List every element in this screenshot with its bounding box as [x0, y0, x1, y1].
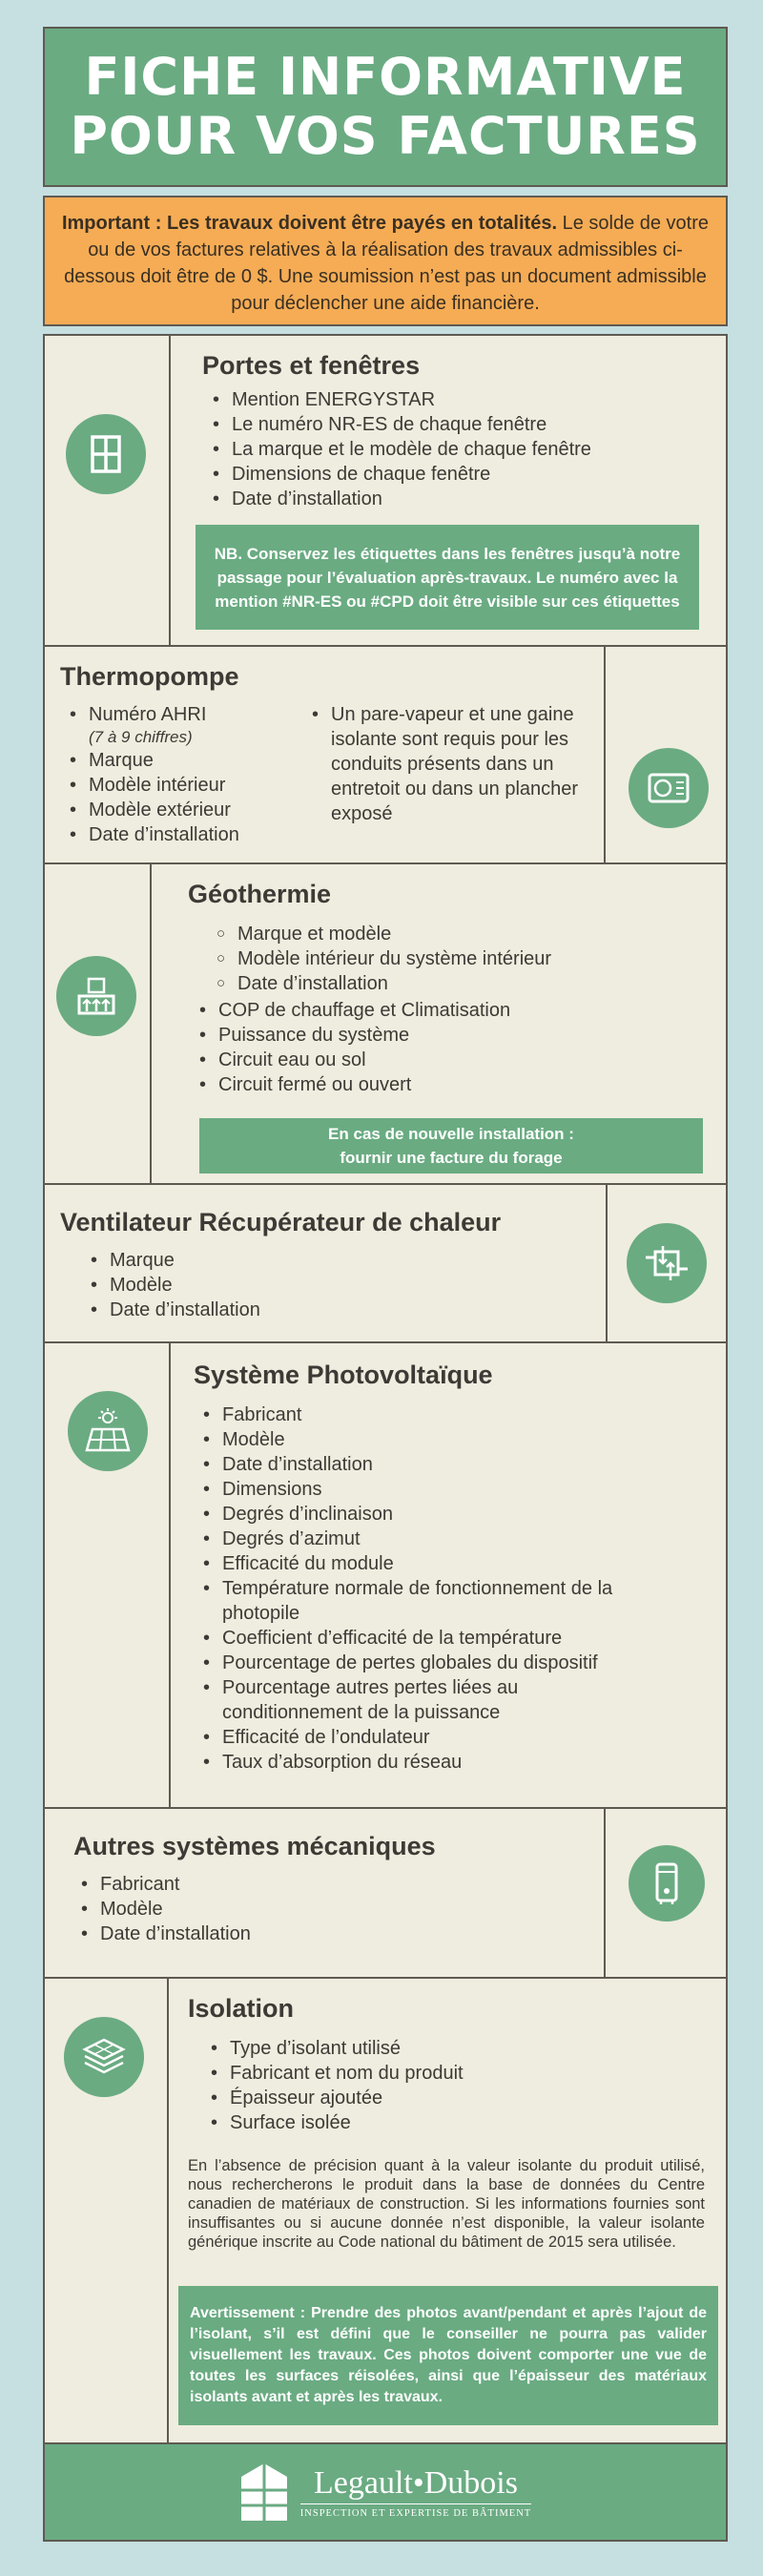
solar-panel-icon — [68, 1391, 148, 1471]
section-title: Autres systèmes mécaniques — [73, 1832, 436, 1860]
list-item: • Dimensions — [199, 1477, 638, 1502]
list-item: • Date d’installation — [77, 1922, 251, 1946]
house-logo-icon — [239, 2462, 289, 2523]
list-item: • Date d’installation — [66, 822, 304, 847]
important-bold: Important : Les travaux doivent être payés en totalités. — [61, 213, 558, 234]
list-item: • Épaisseur ajoutée — [207, 2086, 464, 2110]
section-isolation — [43, 1977, 728, 2444]
list-item: • Dimensions de chaque fenêtre — [209, 462, 591, 487]
page-title-line2: POUR VOS FACTURES — [70, 106, 701, 166]
section-thermopompe — [43, 645, 728, 864]
section-ventilateur — [43, 1183, 728, 1343]
list-item: • Type d’isolant utilisé — [207, 2036, 464, 2061]
window-icon — [66, 414, 146, 494]
list-item: • Fabricant — [199, 1402, 638, 1427]
list-item: • Date d’installation — [199, 1452, 638, 1477]
brand-logo — [239, 2462, 531, 2523]
insulation-layers-icon — [64, 2017, 144, 2097]
list-item: • Taux d’absorption du réseau — [199, 1750, 638, 1775]
section-portes-fenetres — [43, 334, 728, 647]
section-title: Ventilateur Récupérateur de chaleur — [60, 1208, 502, 1236]
section-photovoltaique — [43, 1341, 728, 1809]
heat-pump-icon — [629, 748, 709, 828]
list-item: • Degrés d’inclinaison — [199, 1502, 638, 1527]
list-item: • Fabricant et nom du produit — [207, 2061, 464, 2086]
important-text: Le solde de votre ou de vos factures relatives à la réalisation des travaux admissibles ci-dessous doit être de 0 $. Une soumission n’est pas un document admissible pour déclencher une aide financière. — [64, 213, 710, 314]
list-item: • Puissance du système — [196, 1023, 510, 1048]
list-item: • Fabricant — [77, 1872, 251, 1897]
sub-list-item: ○ Modèle intérieur du système intérieur — [215, 946, 551, 971]
sub-list-item: ○ Marque et modèle — [215, 922, 551, 946]
section-title: Isolation — [188, 1994, 295, 2023]
list-item: • Modèle intérieur — [66, 773, 304, 798]
section-title: Portes et fenêtres — [202, 351, 421, 380]
list-item: • Marque — [66, 748, 304, 773]
list-item: • Degrés d’azimut — [199, 1527, 638, 1551]
geothermie-note-line2: fournir une facture du forage — [340, 1149, 563, 1167]
air-exchanger-icon — [627, 1223, 707, 1303]
list-item: • Coefficient d’efficacité de la température — [199, 1626, 638, 1651]
isolation-paragraph: En l’absence de précision quant à la valeur isolante du produit utilisé, nous rechercherons le produit dans la base de données du Centre canadien de matériaux de construction. Si les informations fournies sont insuffisantes ou si aucune donnée n’est disponible, la valeur isolante générique inscrite au Code national du bâtiment de 2015 sera utilisée. — [188, 2157, 705, 2251]
section-geothermie — [43, 862, 728, 1185]
brand-name: Legault•Dubois — [314, 2465, 518, 2501]
list-item: • COP de chauffage et Climatisation — [196, 998, 510, 1023]
list-item: • Date d’installation — [209, 487, 591, 511]
list-item: • Un pare-vapeur et une gaine isolante sont requis pour les conduits présents dans un entretoit ou dans un plancher exposé — [308, 702, 594, 826]
header-banner — [43, 27, 728, 187]
list-item: • Surface isolée — [207, 2110, 464, 2135]
list-item: • Température normale de fonctionnement de la photopile — [199, 1576, 638, 1626]
section-title: Géothermie — [188, 880, 332, 908]
list-item: • Date d’installation — [87, 1298, 260, 1322]
list-item: • Pourcentage autres pertes liées au conditionnement de la puissance — [199, 1675, 638, 1725]
list-item: • Modèle — [199, 1427, 638, 1452]
list-item: • Modèle — [87, 1273, 260, 1298]
list-item: • Modèle extérieur — [66, 798, 304, 822]
list-item: • Pourcentage de pertes globales du dispositif — [199, 1651, 638, 1675]
list-item: • Le numéro NR-ES de chaque fenêtre — [209, 412, 591, 437]
sub-list-item: ○ Date d’installation — [215, 971, 551, 996]
section-autres-systemes — [43, 1807, 728, 1979]
isolation-warning: Avertissement : Prendre des photos avant/pendant et après l’ajout de l’isolant, s’il est défini que le conseiller ne pourra pas valider visuellement les travaux. Ces photos doivent comporter une vue de toutes les surfaces réisolées, ainsi que l’épaisseur des matériaux isolants avant et après les travaux. — [178, 2286, 718, 2425]
list-item: • Mention ENERGYSTAR — [209, 387, 591, 412]
page-title-line1: FICHE INFORMATIVE — [84, 47, 687, 107]
ahri-note: (7 à 9 chiffres) — [89, 728, 193, 746]
list-item: • Modèle — [77, 1897, 251, 1922]
geothermie-note-line1: En cas de nouvelle installation : — [328, 1125, 574, 1143]
list-item: • Circuit fermé ou ouvert — [196, 1072, 510, 1097]
portes-note: NB. Conservez les étiquettes dans les fenêtres jusqu’à notre passage pour l’évaluation après-travaux. Le numéro avec la mention #NR-ES ou #CPD doit être visible sur ces étiquettes — [196, 525, 699, 630]
list-item: • Marque — [87, 1248, 260, 1273]
section-title: Système Photovoltaïque — [194, 1361, 493, 1389]
list-item: • Efficacité de l’ondulateur — [199, 1725, 638, 1750]
list-item-ahri: • Numéro AHRI (7 à 9 chiffres) — [66, 702, 304, 748]
footer-logo-banner — [43, 2442, 728, 2542]
list-item: • Circuit eau ou sol — [196, 1048, 510, 1072]
list-item: • La marque et le modèle de chaque fenêtre — [209, 437, 591, 462]
water-heater-icon — [629, 1845, 705, 1922]
section-title: Thermopompe — [60, 662, 239, 691]
brand-tagline: INSPECTION ET EXPERTISE DE BÂTIMENT — [300, 2503, 531, 2519]
geothermal-icon — [56, 956, 136, 1036]
geothermie-note — [199, 1118, 703, 1174]
list-item: • Efficacité du module — [199, 1551, 638, 1576]
important-notice — [43, 196, 728, 326]
